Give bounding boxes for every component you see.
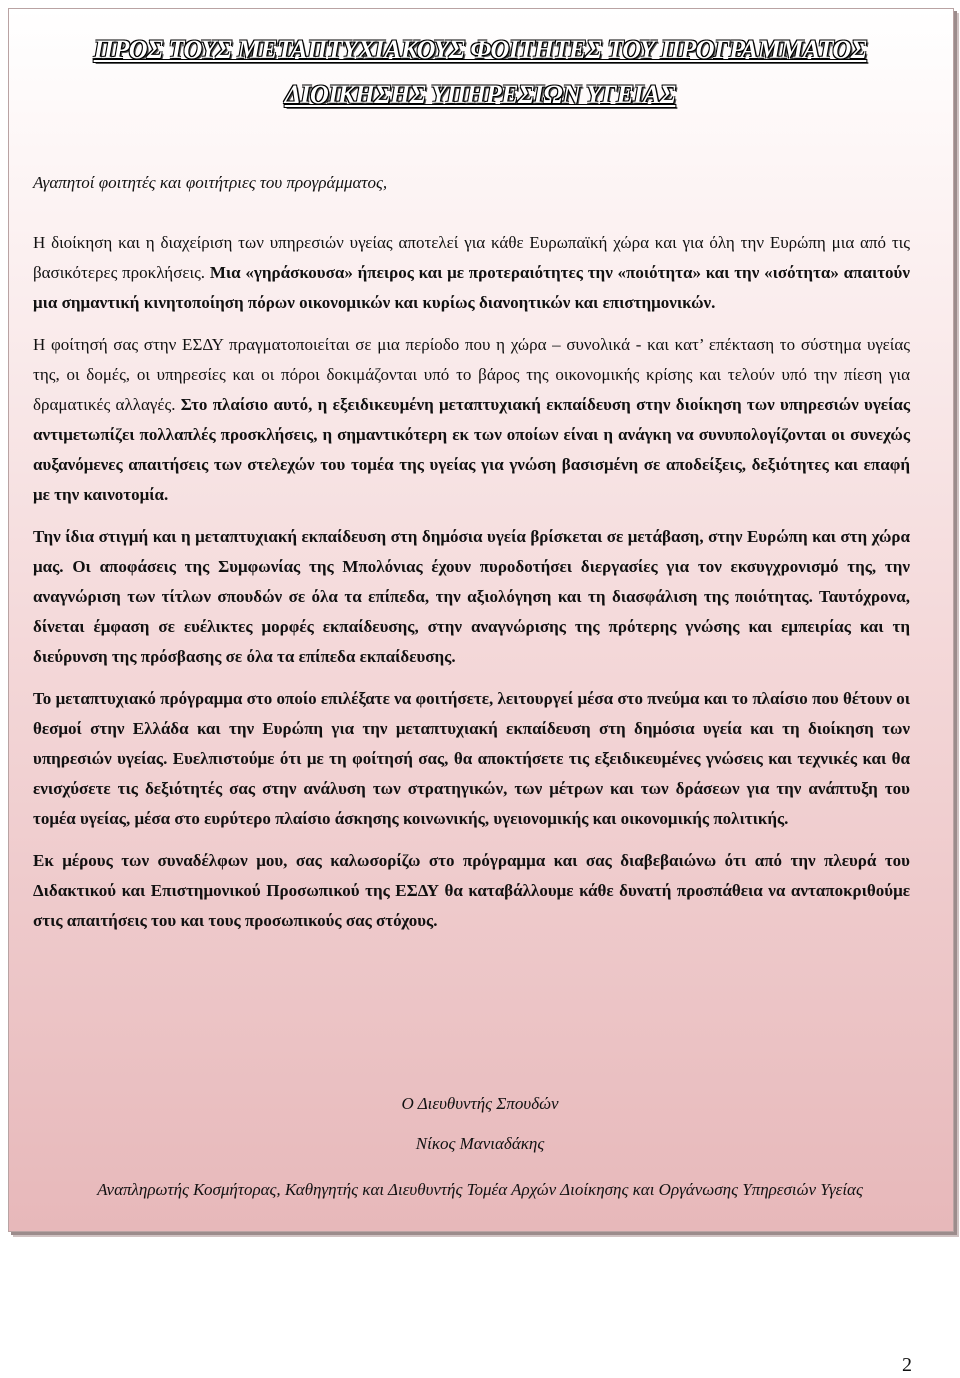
paragraph-5: Εκ μέρους των συναδέλφων μου, σας καλωσορίζω στο πρόγραμμα και σας διαβεβαιώνω ότι από την πλευρά του Διδακτικού και Επιστημονικού Προσωπικού της ΕΣΔΥ θα καταβάλλουμε κάθε δυνατή προσπάθεια να ανταποκριθούμε στις απαιτήσεις του και τους προσωπικούς σας στόχους.: [33, 851, 910, 930]
title-line-2: ΔΙΟΙΚΗΣΗΣ ΥΠΗΡΕΣΙΩΝ ΥΓΕΙΑΣ: [284, 80, 676, 109]
title-line-1: ΠΡΟΣ ΤΟΥΣ ΜΕΤΑΠΤΥΧΙΑΚΟΥΣ ΦΟΙΤΗΤΕΣ ΤΟΥ ΠΡΟΓΡΑΜΜΑΤΟΣ: [93, 35, 867, 64]
paragraph-2-part-a: Η φοίτησή σας στην ΕΣΔΥ πραγματοποιείται σε μια περίοδο που η χώρα – συνολικά - και κατ’ επέκταση το σύστημα υγείας της, οι δομές, οι υπηρεσίες και οι πόροι δοκιμάζονται υπό το βάρος της οικονομικής κρίσης και τελούν υπό την πίεση για δραματικές αλλαγές.: [33, 335, 910, 414]
paragraph-1: [33, 228, 910, 318]
paragraph-2-part-b: Στο πλαίσιο αυτό, η εξειδικευμένη μεταπτυχιακή εκπαίδευση στην διοίκηση των υπηρεσιών υγείας αντιμετωπίζει πολλαπλές προσκλήσεις, η σημαντικότερη εκ των οποίων είναι η ανάγκη να συνυπολογίζονται οι συνεχώς αυξανόμενες απαιτήσεις των στελεχών του τομέα της υγείας για γνώση βασισμένη σε αποδείξεις, δεξιότητες και επαφή με την καινοτομία.: [33, 395, 911, 504]
page-number: 2: [902, 1354, 912, 1376]
letter-body: [33, 228, 910, 948]
paragraph-1-sentence-b: Μια «γηράσκουσα» ήπειρος και με προτεραιότητες την «ποιότητα» και την «ισότητα» απαιτούν μια σημαντική κινητοποίηση πόρων οικονομικών και κυρίως διανοητικών και επιστημονικών.: [33, 263, 910, 312]
paragraph-3-part-a: Την ίδια στιγμή και η μεταπτυχιακή εκπαίδευση στη δημόσια υγεία βρίσκεται σε μετάβαση, στην Ευρώπη και στη χώρα μας.: [33, 527, 910, 576]
paragraph-4: Το μεταπτυχιακό πρόγραμμα στο οποίο επιλέξατε να φοιτήσετε, λειτουργεί μέσα στο πνεύμα και το πλαίσιο που θέτουν οι θεσμοί στην Ελλάδα και την Ευρώπη για την μεταπτυχιακή εκπαίδευση στη δημόσια υγεία και τη διοίκηση των υπηρεσιών υγείας. Ευελπιστούμε ότι με τη φοίτησή σας, θα αποκτήσετε τις εξειδικευμένες γνώσεις και τεχνικές και θα ενισχύσετε τις δεξιότητές σας στην ανάλυση των στρατηγικών, των μέτρων και των δράσεων για την ανάπτυξη του τομέα υγείας, μέσα στο ευρύτερο πλαίσιο άσκησης κοινωνικής, υγειονομικής και οικονομικής πολιτικής.: [33, 689, 910, 828]
signature-position: Αναπληρωτής Κοσμήτορας, Καθηγητής και Διευθυντής Τομέα Αρχών Διοίκησης και Οργάνωσης Υπηρεσιών Υγείας: [97, 1180, 863, 1199]
paragraph-2: [33, 330, 910, 510]
paragraph-3-part-b: Οι αποφάσεις της Συμφωνίας της Μπολόνιας έχουν πυροδοτήσει διεργασίες για τον εκσυγχρονισμό της, την αναγνώριση των τίτλων σπουδών σε όλα τα επίπεδα, την αξιολόγηση και τη διασφάλιση της ποιότητας. Ταυτόχρονα, δίνεται έμφαση σε ευέλικτες μορφές εκπαίδευσης, στην αναγνώρισης της πρότερης γνώσης και εμπειρίας και τη διεύρυνση της πρόσβασης σε όλα τα επίπεδα εκπαίδευσης.: [33, 557, 911, 666]
paragraph-3: [33, 522, 910, 672]
greeting: Αγαπητοί φοιτητές και φοιτήτριες του προγράμματος,: [33, 173, 388, 192]
signature-role: Ο Διευθυντής Σπουδών: [401, 1094, 559, 1113]
signature-name: Νίκος Μανιαδάκης: [415, 1134, 545, 1153]
paragraph-1-sentence-a: Η διοίκηση και η διαχείριση των υπηρεσιών υγείας αποτελεί για κάθε Ευρωπαϊκή χώρα και για όλη την Ευρώπη μια από τις βασικότερες προκλήσεις.: [33, 233, 910, 282]
